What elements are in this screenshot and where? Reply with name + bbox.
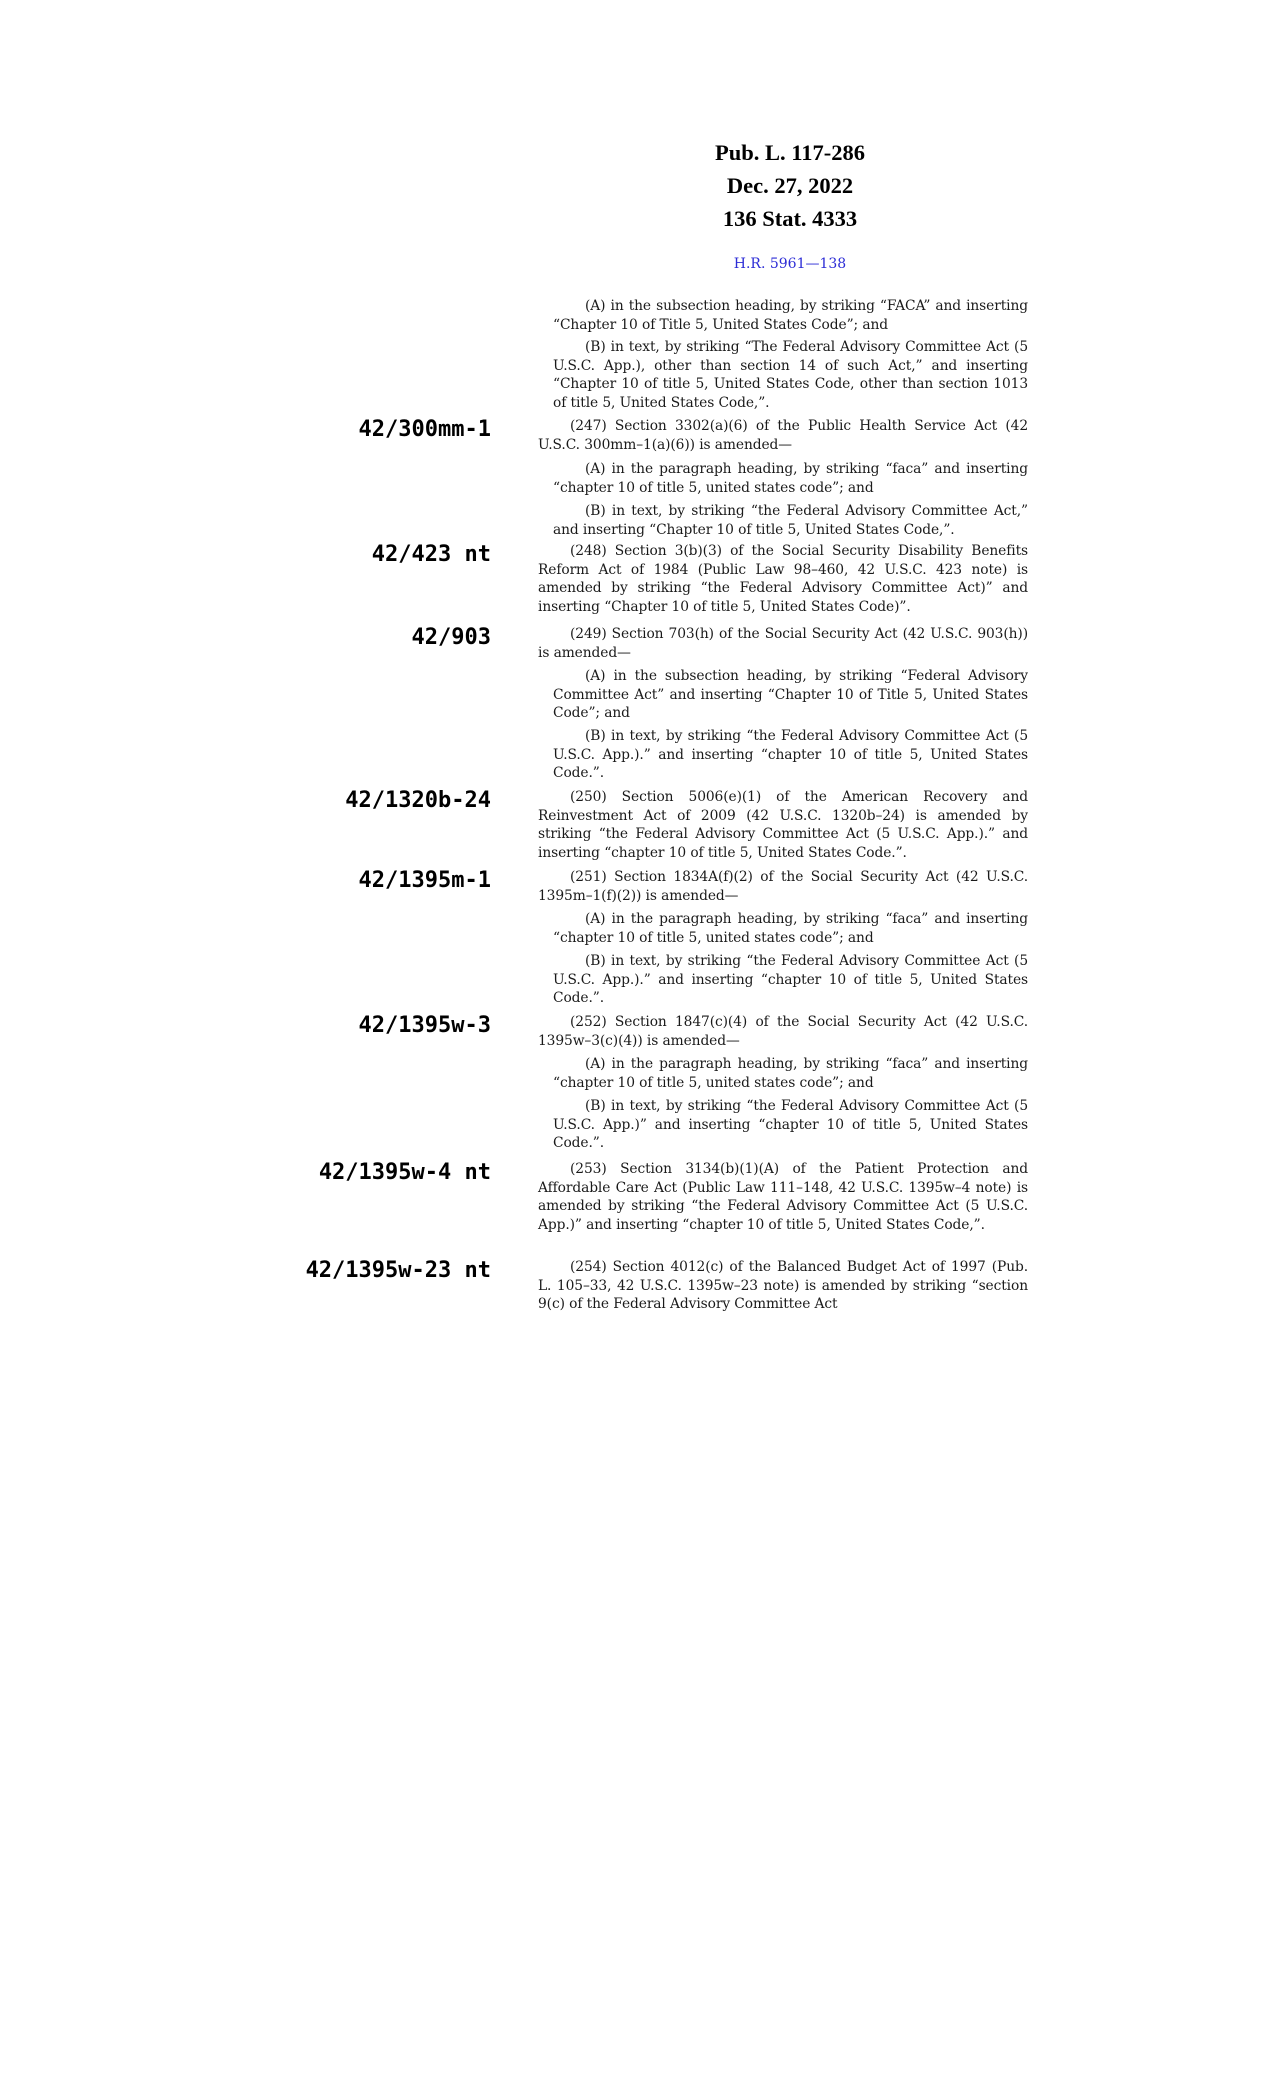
margin-note: 42/1395m-1 xyxy=(358,868,491,893)
paragraph: (252) Section 1847(c)(4) of the Social Security Act (42 U.S.C. 1395w–3(c)(4)) is amended— xyxy=(538,1014,1028,1049)
margin-note: 42/1395w-4 nt xyxy=(318,1160,491,1185)
paragraph: (250) Section 5006(e)(1) of the American Recovery and Reinvestment Act of 2009 (42 U.S.C. 1320b–24) is amended by striking “the Federal Advisory Committee Act (5 U.S.C. App.).” and inserting “chapter 10 of title 5, United States Code.”. xyxy=(538,789,1028,862)
margin-note: 42/1395w-23 nt xyxy=(305,1258,491,1283)
subparagraph: (A) in the subsection heading, by striking “Federal Advisory Committee Act” and inserting “Chapter 10 of Title 5, United States Code”; and xyxy=(553,668,1028,722)
paragraph: (254) Section 4012(c) of the Balanced Budget Act of 1997 (Pub. L. 105–33, 42 U.S.C. 1395w–23 note) is amended by striking “section 9(c) of the Federal Advisory Committee Act xyxy=(538,1259,1028,1313)
paragraph: (247) Section 3302(a)(6) of the Public Health Service Act (42 U.S.C. 300mm–1(a)(6)) is amended— xyxy=(538,418,1028,453)
subparagraph: (B) in text, by striking “the Federal Advisory Committee Act,” and inserting “Chapter 10 of title 5, United States Code,”. xyxy=(553,503,1028,538)
margin-note: 42/1395w-3 xyxy=(358,1013,491,1038)
subparagraph: (B) in text, by striking “the Federal Advisory Committee Act (5 U.S.C. App.).” and inserting “chapter 10 of title 5, United States Code.”. xyxy=(553,953,1028,1007)
paragraph: (253) Section 3134(b)(1)(A) of the Patient Protection and Affordable Care Act (Public Law 111–148, 42 U.S.C. 1395w–4 note) is amended by striking “the Federal Advisory Committee Act (5 U.S.C. App.)” and inserting “chapter 10 of title 5, United States Code,”. xyxy=(538,1161,1028,1234)
margin-note: 42/903 xyxy=(411,625,491,650)
margin-note: 42/423 nt xyxy=(371,542,491,567)
paragraph: (249) Section 703(h) of the Social Security Act (42 U.S.C. 903(h)) is amended— xyxy=(538,626,1028,661)
paragraph: (251) Section 1834A(f)(2) of the Social Security Act (42 U.S.C. 1395m–1(f)(2)) is amended— xyxy=(538,869,1028,904)
enactment-date: Dec. 27, 2022 xyxy=(726,173,854,198)
paragraph: (248) Section 3(b)(3) of the Social Security Disability Benefits Reform Act of 1984 (Public Law 98–460, 42 U.S.C. 423 note) is amended by striking “the Federal Advisory Committee Act)” and inserting “Chapter 10 of title 5, United States Code)”. xyxy=(538,543,1028,616)
subparagraph: (A) in the paragraph heading, by striking “faca” and inserting “chapter 10 of title 5, united states code”; and xyxy=(553,911,1028,946)
subparagraph: (A) in the paragraph heading, by striking “faca” and inserting “chapter 10 of title 5, united states code”; and xyxy=(553,1056,1028,1091)
bill-reference-link[interactable]: H.R. 5961—138 xyxy=(733,256,847,272)
margin-note: 42/1320b-24 xyxy=(345,788,491,813)
public-law-number: Pub. L. 117-286 xyxy=(714,140,866,165)
subparagraph: (B) in text, by striking “The Federal Advisory Committee Act (5 U.S.C. App.), other than section 14 of such Act,” and inserting “Chapter 10 of title 5, United States Code, other than section 1013 of title 5, United States Code,”. xyxy=(553,339,1028,412)
subparagraph: (A) in the paragraph heading, by striking “faca” and inserting “chapter 10 of title 5, united states code”; and xyxy=(553,461,1028,496)
subparagraph: (B) in text, by striking “the Federal Advisory Committee Act (5 U.S.C. App.).” and inserting “chapter 10 of title 5, United States Code.”. xyxy=(553,728,1028,782)
margin-note: 42/300mm-1 xyxy=(358,417,491,442)
statute-citation: 136 Stat. 4333 xyxy=(722,206,858,231)
subparagraph: (A) in the subsection heading, by striking “FACA” and inserting “Chapter 10 of Title 5, United States Code”; and xyxy=(553,298,1028,333)
subparagraph: (B) in text, by striking “the Federal Advisory Committee Act (5 U.S.C. App.)” and inserting “chapter 10 of title 5, United States Code.”. xyxy=(553,1098,1028,1152)
